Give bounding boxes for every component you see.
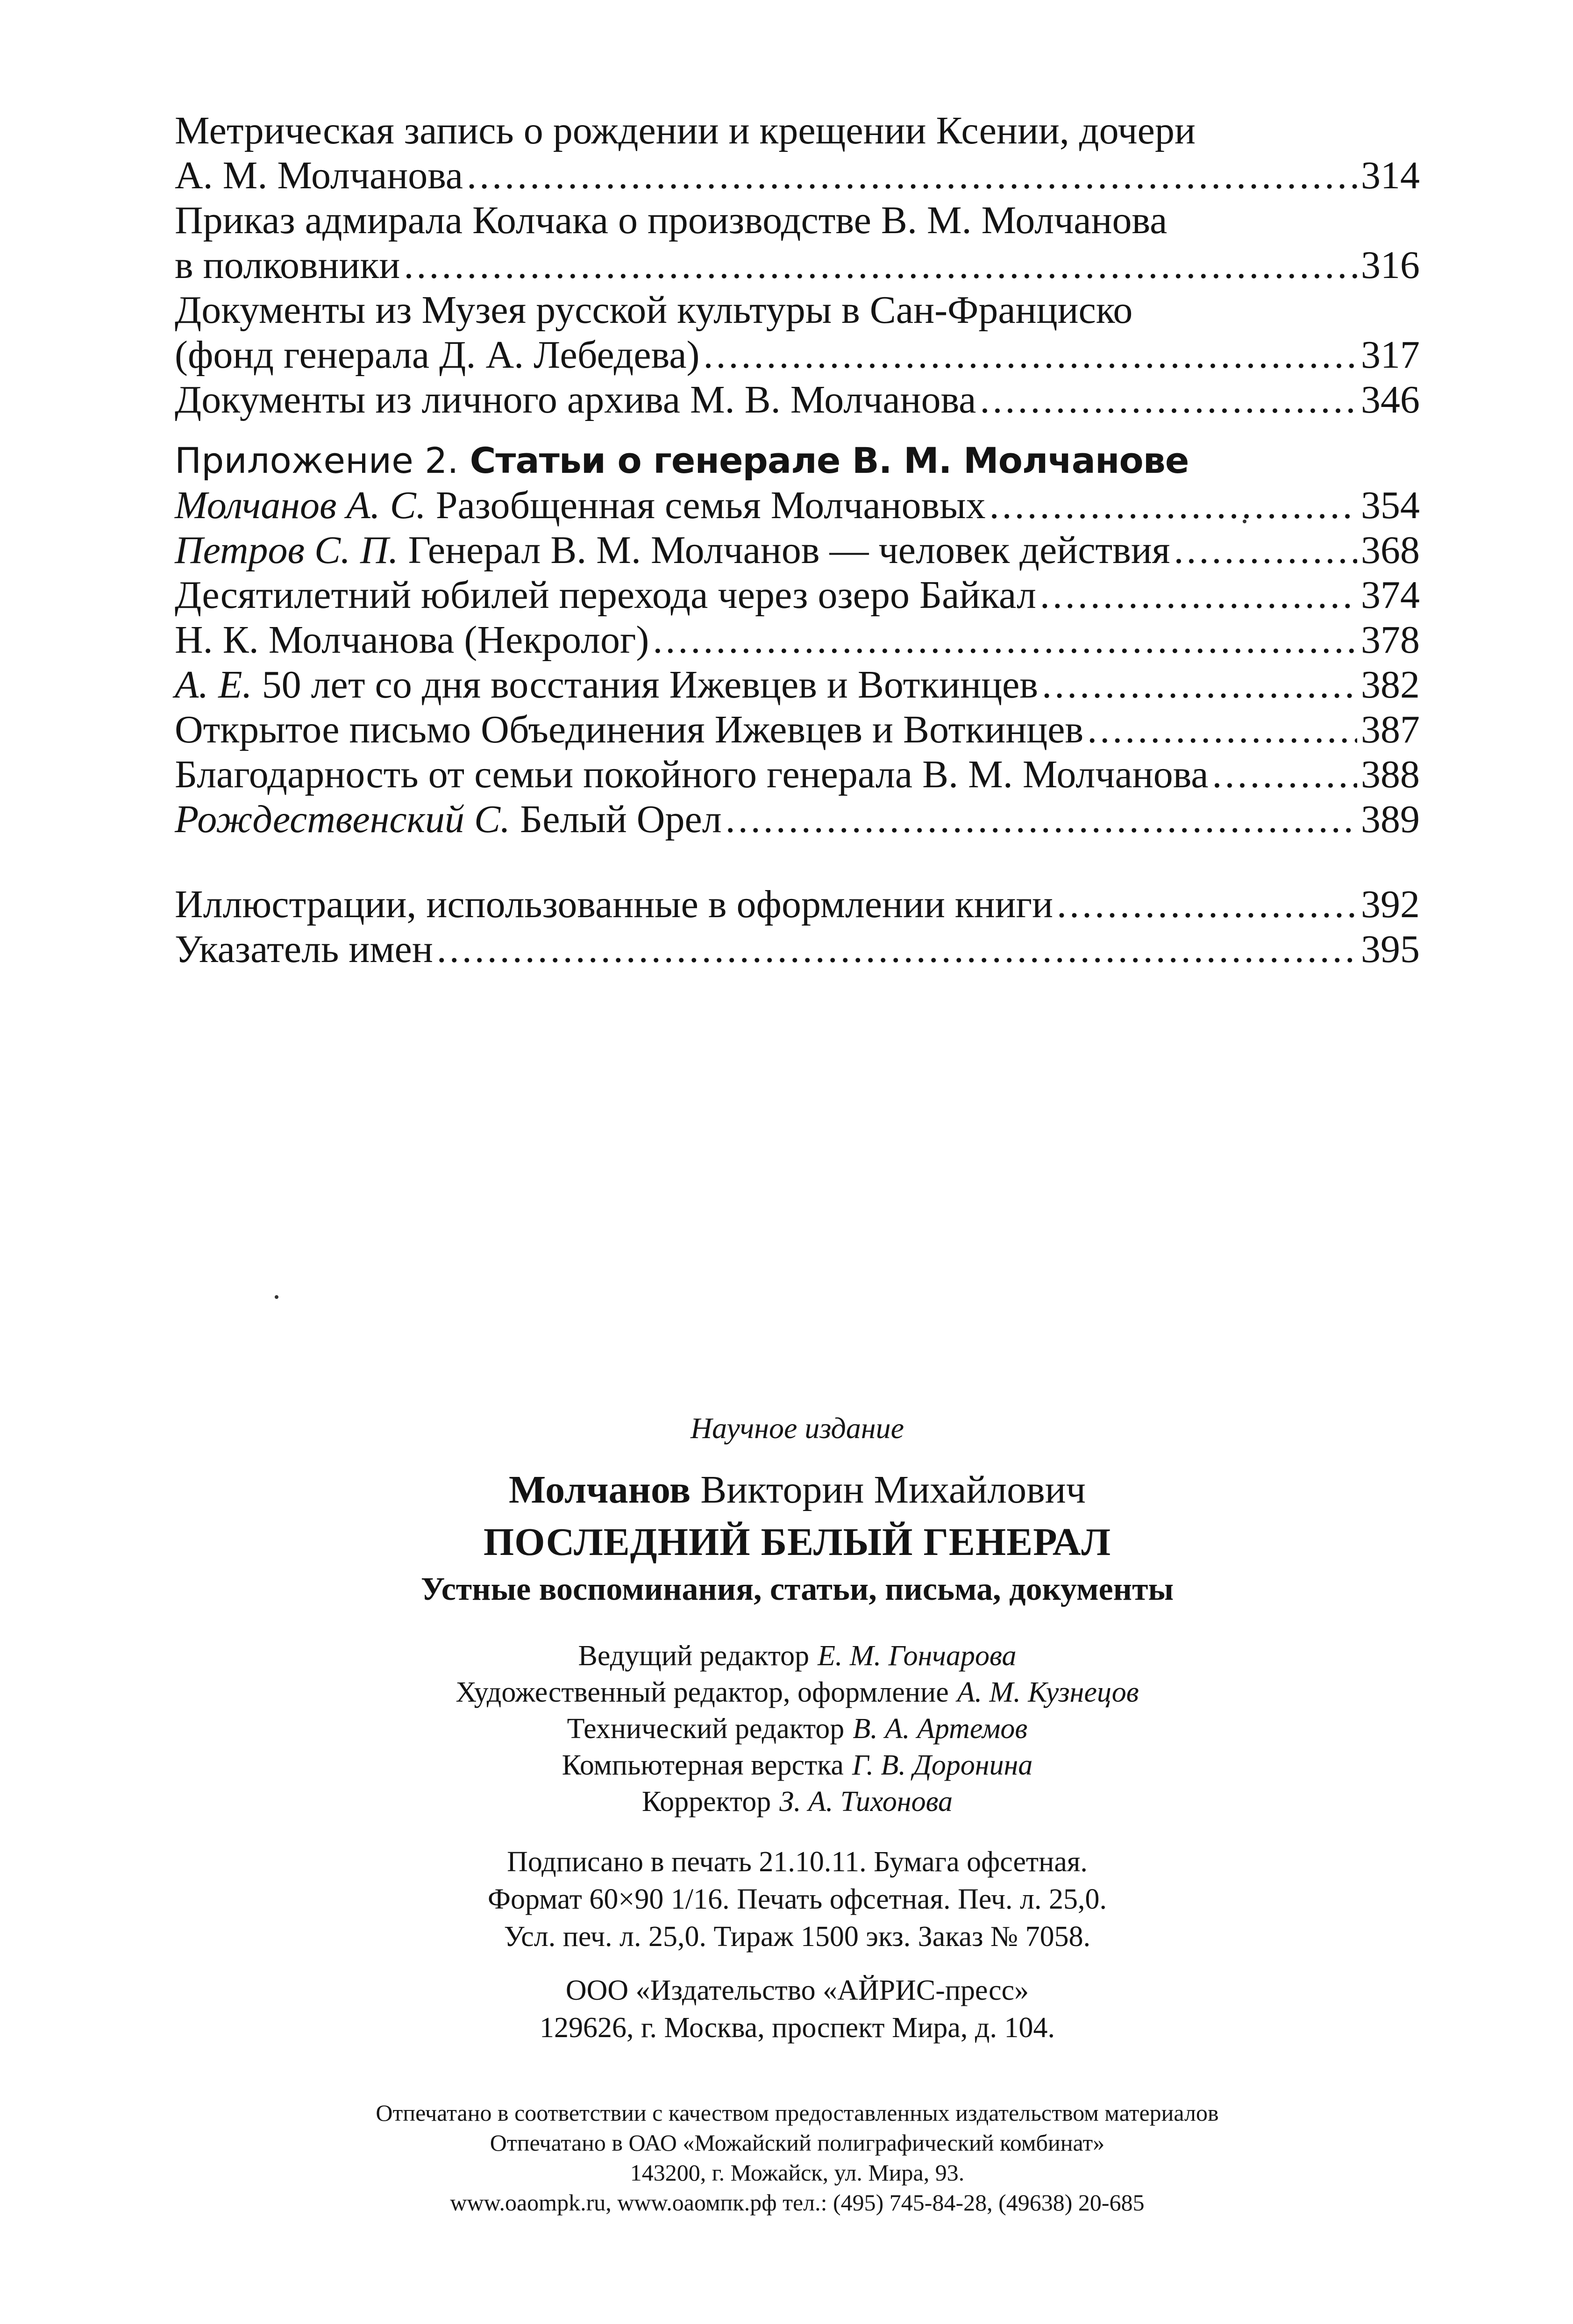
dot-leader (1040, 573, 1357, 618)
dot-leader (653, 618, 1357, 663)
publisher-address: 129626, г. Москва, проспект Мира, д. 104. (540, 2012, 1055, 2044)
toc-entry-title-line2: (фонд генерала Д. А. Лебедева) (175, 333, 700, 377)
dot-leader (989, 483, 1357, 528)
toc-entry (175, 573, 1420, 618)
toc-entry-author: А. Е. (175, 663, 252, 706)
credit-line (175, 1711, 1420, 1747)
credit-person: В. А. Артемов (853, 1713, 1028, 1745)
toc-entry (175, 707, 1420, 752)
toc-entry (175, 528, 1420, 573)
toc-page-number: 354 (1361, 484, 1420, 527)
toc-page-number: 368 (1361, 528, 1420, 572)
toc-page-number: 316 (1361, 243, 1420, 287)
book-author (175, 1467, 1420, 1512)
credit-role: Компьютерная верстка (562, 1749, 844, 1781)
credit-line (175, 1674, 1420, 1711)
credit-line (175, 1783, 1420, 1820)
toc-page-number: 382 (1361, 663, 1420, 706)
dot-leader (1212, 752, 1357, 797)
dot-leader (980, 378, 1357, 422)
toc-entry (175, 663, 1420, 707)
toc-page-number: 395 (1361, 927, 1420, 971)
printer-block (175, 2098, 1420, 2217)
dot-leader (1174, 528, 1357, 573)
credit-person: А. М. Кузнецов (957, 1676, 1139, 1708)
credit-role: Корректор (641, 1786, 771, 1818)
toc-page-number: 346 (1361, 378, 1420, 421)
print-info-line: Усл. печ. л. 25,0. Тираж 1500 экз. Заказ № 7058. (504, 1921, 1091, 1953)
book-title: ПОСЛЕДНИЙ БЕЛЫЙ ГЕНЕРАЛ (483, 1520, 1111, 1564)
print-speck (1243, 520, 1246, 523)
dot-leader (1042, 663, 1357, 707)
toc-entry-title: Генерал В. М. Молчанов — человек действия (408, 528, 1170, 572)
print-speck (275, 1295, 278, 1299)
toc-entry (175, 618, 1420, 663)
toc-page-number: 314 (1361, 154, 1420, 197)
toc-entry-title: Н. К. Молчанова (Некролог) (175, 618, 649, 662)
credit-line (175, 1638, 1420, 1674)
dot-leader (703, 333, 1357, 378)
toc-entry-title-line2: А. М. Молчанова (175, 154, 463, 197)
dot-leader (1087, 707, 1357, 752)
appendix-title: Статьи о генерале В. М. Молчанове (470, 440, 1189, 481)
toc-entry-title: 50 лет со дня восстания Ижевцев и Воткинцев (262, 663, 1039, 706)
dot-leader (437, 927, 1357, 972)
dot-leader (1057, 882, 1357, 927)
toc-entry (175, 378, 1420, 422)
toc-entry (175, 198, 1420, 288)
dot-leader (404, 243, 1357, 288)
toc-entry-author: Петров С. П. (175, 528, 399, 572)
toc-entry-title-line1: Метрическая запись о рождении и крещении Ксении, дочери (175, 109, 1196, 152)
credit-role: Ведущий редактор (578, 1640, 810, 1672)
print-info-line: Формат 60×90 1/16. Печать офсетная. Печ. л. 25,0. (488, 1883, 1107, 1915)
book-subtitle: Устные воспоминания, статьи, письма, документы (420, 1571, 1174, 1607)
publisher-block (175, 1972, 1420, 2046)
toc-page-number: 388 (1361, 753, 1420, 796)
toc-entry-title: Разобщенная семья Молчановых (435, 484, 986, 527)
toc-entry-title: Документы из личного архива М. В. Молчанова (175, 378, 976, 421)
toc-page-number: 387 (1361, 708, 1420, 751)
author-surname: Молчанов (509, 1468, 691, 1511)
toc-entry-author: Молчанов А. С. (175, 484, 426, 527)
toc-entry-title: Благодарность от семьи покойного генерала В. М. Молчанова (175, 753, 1209, 796)
toc-entry-title-line1: Документы из Музея русской культуры в Сан-Франциско (175, 288, 1133, 332)
toc-entry-title-line1: Приказ адмирала Колчака о производстве В. М. Молчанова (175, 199, 1167, 242)
printer-line: www.oaompk.ru, www.оаомпк.рф тел.: (495) 745-84-28, (49638) 20-685 (450, 2189, 1145, 2216)
credit-role: Технический редактор (567, 1713, 845, 1745)
print-info-line: Подписано в печать 21.10.11. Бумага офсетная. (507, 1846, 1088, 1878)
toc-page-number: 317 (1361, 333, 1420, 377)
toc-entry-title: Десятилетний юбилей перехода через озеро Байкал (175, 573, 1036, 617)
toc-page-number: 392 (1361, 883, 1420, 926)
appendix-label: Приложение 2. (175, 440, 459, 481)
print-info-block (175, 1843, 1420, 1955)
toc-page-number: 389 (1361, 798, 1420, 841)
credit-person: Е. М. Гончарова (818, 1640, 1017, 1672)
toc-entry (175, 483, 1420, 528)
publication-type: Научное издание (690, 1412, 904, 1445)
table-of-contents (175, 108, 1420, 972)
toc-entry (175, 797, 1420, 842)
toc-entry-title: Указатель имен (175, 927, 433, 971)
toc-entry (175, 882, 1420, 927)
toc-page-number: 374 (1361, 573, 1420, 617)
toc-page-number: 378 (1361, 618, 1420, 662)
author-name: Викторин Михайлович (700, 1468, 1086, 1511)
credit-person: Г. В. Доронина (852, 1749, 1033, 1781)
toc-entry (175, 108, 1420, 198)
toc-entry (175, 927, 1420, 972)
appendix-heading (175, 438, 1420, 483)
credit-line (175, 1747, 1420, 1783)
toc-entry-title: Белый Орел (520, 798, 722, 841)
publisher-name: ООО «Издательство «АЙРИС-пресс» (565, 1975, 1029, 2006)
toc-entry-title: Иллюстрации, использованные в оформлении книги (175, 883, 1053, 926)
credit-person: З. А. Тихонова (779, 1786, 953, 1818)
printer-line: 143200, г. Можайск, ул. Мира, 93. (630, 2160, 965, 2186)
toc-entry (175, 752, 1420, 797)
toc-entry-title: Открытое письмо Объединения Ижевцев и Воткинцев (175, 708, 1084, 751)
credit-role: Художественный редактор, оформление (456, 1676, 949, 1708)
dot-leader (726, 797, 1357, 842)
printer-line: Отпечатано в соответствии с качеством предоставленных издательством материалов (376, 2100, 1219, 2126)
toc-entry-title-line2: в полковники (175, 243, 400, 287)
toc-entry (175, 288, 1420, 378)
toc-entry-author: Рождественский С. (175, 798, 510, 841)
credits-block (175, 1638, 1420, 1820)
printer-line: Отпечатано в ОАО «Можайский полиграфический комбинат» (490, 2130, 1105, 2156)
dot-leader (467, 153, 1357, 198)
